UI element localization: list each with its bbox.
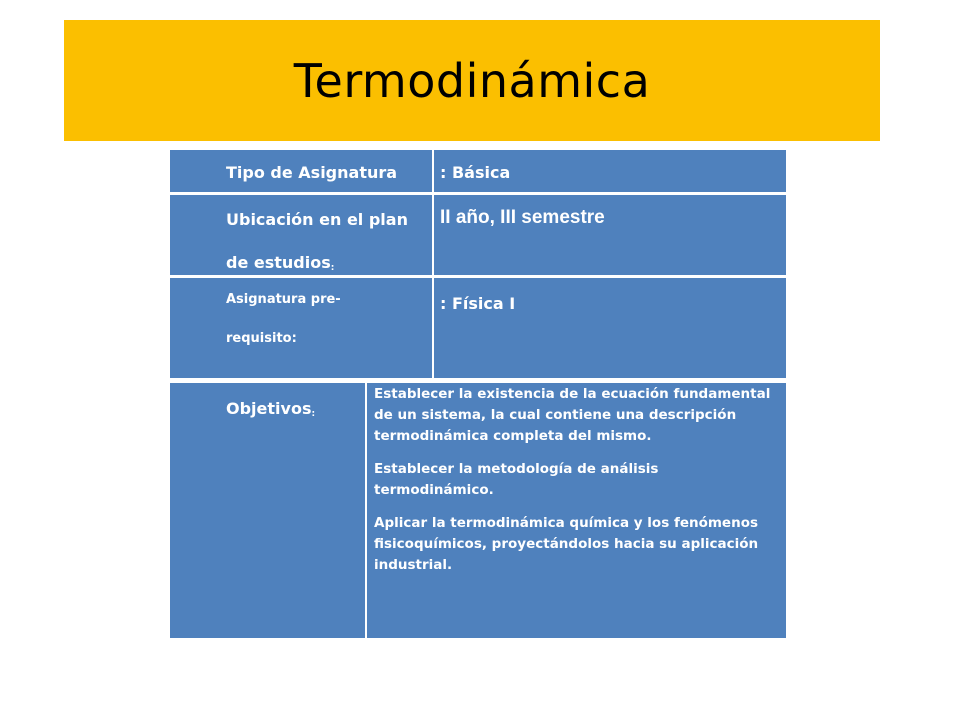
objective-item: Establecer la metodología de análisis termodinámico. bbox=[374, 461, 659, 498]
label-ubicacion-line2-wrap bbox=[226, 253, 334, 273]
objectives-label-wrap bbox=[226, 399, 315, 419]
label-ubicacion-line1: Ubicación en el plan bbox=[226, 210, 408, 229]
label-tipo-asignatura: Tipo de Asignatura bbox=[226, 163, 398, 182]
info-row-type bbox=[170, 150, 786, 192]
value-tipo-asignatura: : Básica bbox=[440, 163, 511, 182]
info-row-location bbox=[170, 195, 786, 275]
objectives-list bbox=[374, 384, 776, 588]
value-ubicacion: II año, III semestre bbox=[440, 207, 605, 228]
title-banner bbox=[64, 20, 880, 141]
objectives-label: Objetivos bbox=[226, 399, 312, 418]
objective-item: Aplicar la termodinámica química y los fenómenos fisicoquímicos, proyectándolos hacia su aplicación industrial. bbox=[374, 515, 759, 573]
label-prerequisito-line1: Asignatura pre- bbox=[226, 292, 341, 307]
objectives-label-suffix: : bbox=[311, 409, 316, 419]
label-ubicacion-line2: de estudios bbox=[226, 253, 331, 272]
label-prerequisito-line2: requisito: bbox=[226, 331, 297, 346]
value-prerequisito: : Física I bbox=[440, 294, 516, 313]
page-title: Termodinámica bbox=[293, 53, 651, 108]
info-row-prerequisite bbox=[170, 278, 786, 378]
objectives-block bbox=[170, 383, 786, 638]
objective-item: Establecer la existencia de la ecuación fundamental de un sistema, la cual contiene una descripción termodinámica completa del mismo. bbox=[374, 386, 771, 444]
label-ubicacion-suffix: : bbox=[330, 263, 335, 273]
